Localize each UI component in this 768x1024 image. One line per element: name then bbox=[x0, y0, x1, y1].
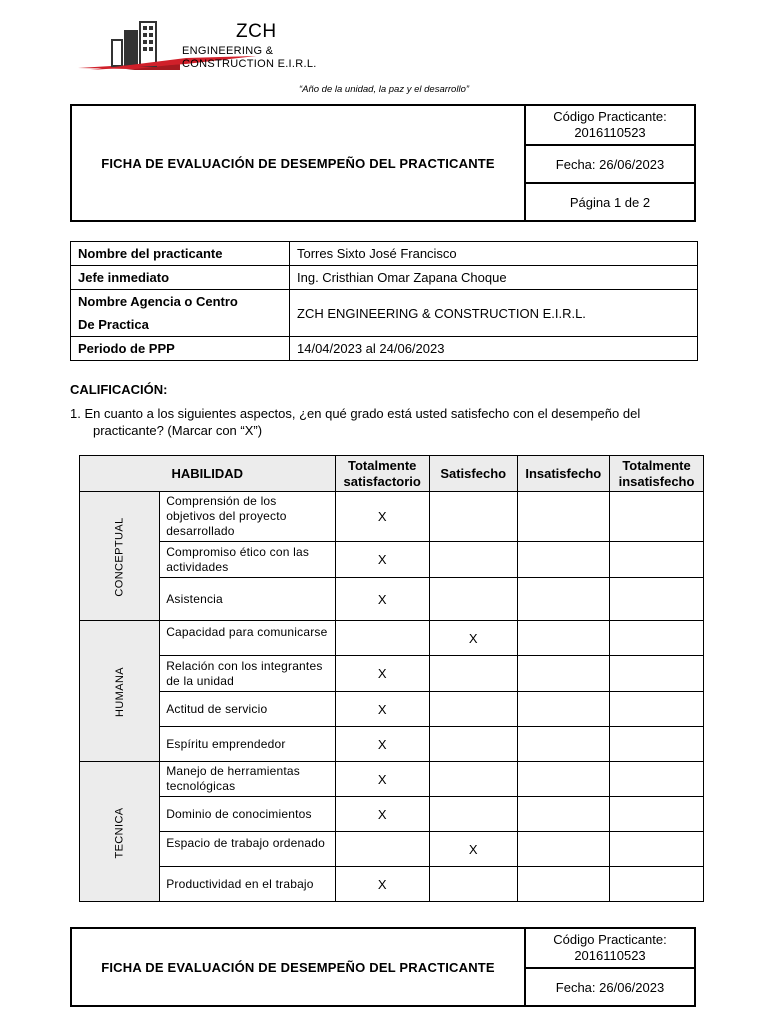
mark-cell-totalmente-insatisfecho[interactable] bbox=[610, 867, 704, 902]
eval-row bbox=[80, 578, 704, 621]
x-mark: X bbox=[377, 509, 387, 524]
eval-row bbox=[80, 832, 704, 867]
mark-cell-insatisfecho[interactable] bbox=[517, 727, 609, 762]
header-box-page-2 bbox=[70, 927, 696, 1007]
eval-row bbox=[80, 867, 704, 902]
mark-cell-totalmente-insatisfecho[interactable] bbox=[610, 492, 704, 542]
skill-name: Actitud de servicio bbox=[160, 692, 335, 727]
skill-name: Relación con los integrantes de la unidad bbox=[160, 656, 335, 692]
info-value: 14/04/2023 al 24/06/2023 bbox=[290, 337, 698, 361]
mark-cell-satisfecho[interactable] bbox=[429, 542, 517, 578]
mark-cell-totalmente-insatisfecho[interactable] bbox=[610, 727, 704, 762]
mark-cell-totalmente-insatisfecho[interactable] bbox=[610, 762, 704, 797]
mark-cell-totalmente-satisfactorio[interactable] bbox=[335, 797, 429, 832]
category-label: TECNICA bbox=[113, 806, 126, 859]
mark-cell-totalmente-insatisfecho[interactable] bbox=[610, 692, 704, 727]
skill-name: Capacidad para comunicarse bbox=[160, 621, 335, 656]
category-label: CONCEPTUAL bbox=[113, 517, 126, 597]
col-habilidad: HABILIDAD bbox=[80, 456, 336, 492]
mark-cell-totalmente-insatisfecho[interactable] bbox=[610, 797, 704, 832]
mark-cell-insatisfecho[interactable] bbox=[517, 656, 609, 692]
question-line-2: practicante? (Marcar con “X”) bbox=[93, 423, 263, 438]
category-label: HUMANA bbox=[113, 666, 126, 718]
info-row bbox=[71, 337, 698, 361]
info-row bbox=[71, 242, 698, 266]
mark-cell-satisfecho[interactable] bbox=[429, 762, 517, 797]
eval-row bbox=[80, 492, 704, 542]
x-mark: X bbox=[377, 736, 387, 752]
motto: “Año de la unidad, la paz y el desarrollo” bbox=[298, 84, 470, 95]
skill-name: Espíritu emprendedor bbox=[160, 727, 335, 762]
skill-name: Asistencia bbox=[160, 578, 335, 621]
skill-name: Compromiso ético con las actividades bbox=[160, 542, 335, 578]
form-title: FICHA DE EVALUACIÓN DE DESEMPEÑO DEL PRACTICANTE bbox=[101, 155, 495, 171]
mark-cell-totalmente-insatisfecho[interactable] bbox=[610, 542, 704, 578]
mark-cell-satisfecho[interactable] bbox=[429, 797, 517, 832]
mark-cell-totalmente-insatisfecho[interactable] bbox=[610, 656, 704, 692]
mark-cell-insatisfecho[interactable] bbox=[517, 832, 609, 867]
mark-cell-satisfecho[interactable] bbox=[429, 621, 517, 656]
mark-cell-totalmente-satisfactorio[interactable] bbox=[335, 492, 429, 542]
mark-cell-insatisfecho[interactable] bbox=[517, 621, 609, 656]
info-value: ZCH ENGINEERING & CONSTRUCTION E.I.R.L. bbox=[290, 290, 698, 337]
header-meta bbox=[524, 106, 694, 220]
mark-cell-satisfecho[interactable] bbox=[429, 492, 517, 542]
pagina-cell: Página 1 de 2 bbox=[526, 182, 694, 222]
mark-cell-totalmente-insatisfecho[interactable] bbox=[610, 578, 704, 621]
codigo-cell-page-2 bbox=[526, 929, 694, 967]
eval-row bbox=[80, 656, 704, 692]
x-mark: X bbox=[377, 591, 387, 607]
info-label: Periodo de PPP bbox=[71, 337, 290, 361]
mark-cell-totalmente-insatisfecho[interactable] bbox=[610, 621, 704, 656]
codigo-cell bbox=[526, 106, 694, 144]
col-insatisfecho: Insatisfecho bbox=[517, 456, 609, 492]
col-satisfecho: Satisfecho bbox=[429, 456, 517, 492]
skill-name: Manejo de herramientas tecnológicas bbox=[160, 762, 335, 797]
mark-cell-satisfecho[interactable] bbox=[429, 578, 517, 621]
mark-cell-totalmente-satisfactorio[interactable] bbox=[335, 578, 429, 621]
mark-cell-totalmente-satisfactorio[interactable] bbox=[335, 867, 429, 902]
info-table bbox=[70, 241, 698, 361]
codigo-label: Código Practicante: bbox=[553, 932, 667, 947]
mark-cell-totalmente-satisfactorio[interactable] bbox=[335, 832, 429, 867]
mark-cell-totalmente-satisfactorio[interactable] bbox=[335, 621, 429, 656]
eval-row bbox=[80, 797, 704, 832]
mark-cell-satisfecho[interactable] bbox=[429, 832, 517, 867]
codigo-value: 2016110523 bbox=[574, 125, 646, 140]
mark-cell-insatisfecho[interactable] bbox=[517, 492, 609, 542]
info-value: Torres Sixto José Francisco bbox=[290, 242, 698, 266]
info-label bbox=[71, 290, 290, 337]
logo-line-3: CONSTRUCTION E.I.R.L. bbox=[182, 58, 317, 70]
info-value: Ing. Cristhian Omar Zapana Choque bbox=[290, 266, 698, 290]
calificacion-heading: CALIFICACIÓN: bbox=[70, 382, 168, 397]
mark-cell-totalmente-satisfactorio[interactable] bbox=[335, 656, 429, 692]
mark-cell-totalmente-satisfactorio[interactable] bbox=[335, 727, 429, 762]
mark-cell-insatisfecho[interactable] bbox=[517, 692, 609, 727]
mark-cell-satisfecho[interactable] bbox=[429, 656, 517, 692]
mark-cell-insatisfecho[interactable] bbox=[517, 578, 609, 621]
eval-header-row bbox=[80, 456, 704, 492]
x-mark: X bbox=[468, 841, 478, 857]
eval-row bbox=[80, 692, 704, 727]
category-cell bbox=[80, 492, 160, 621]
x-mark: X bbox=[377, 806, 387, 822]
mark-cell-satisfecho[interactable] bbox=[429, 692, 517, 727]
info-label-line-1: Nombre Agencia o Centro bbox=[78, 294, 238, 309]
question-line-1: 1. En cuanto a los siguientes aspectos, ¿en qué grado está usted satisfecho con el desempeño del bbox=[70, 406, 641, 421]
fecha-cell-page-2: Fecha: 26/06/2023 bbox=[526, 967, 694, 1007]
info-label-line-2: De Practica bbox=[78, 317, 149, 332]
eval-body bbox=[80, 492, 704, 902]
logo-name: ZCH bbox=[236, 21, 277, 42]
info-label: Nombre del practicante bbox=[71, 242, 290, 266]
skill-name: Productividad en el trabajo bbox=[160, 867, 335, 902]
eval-row bbox=[80, 727, 704, 762]
fecha-cell: Fecha: 26/06/2023 bbox=[526, 144, 694, 184]
x-mark: X bbox=[377, 771, 387, 787]
eval-row bbox=[80, 762, 704, 797]
mark-cell-totalmente-insatisfecho[interactable] bbox=[610, 832, 704, 867]
mark-cell-totalmente-satisfactorio[interactable] bbox=[335, 692, 429, 727]
mark-cell-insatisfecho[interactable] bbox=[517, 797, 609, 832]
info-label: Jefe inmediato bbox=[71, 266, 290, 290]
x-mark: X bbox=[377, 552, 387, 567]
skill-name: Dominio de conocimientos bbox=[160, 797, 335, 832]
col-totalmente-satisfactorio: Totalmente satisfactorio bbox=[335, 456, 429, 492]
info-row bbox=[71, 266, 698, 290]
codigo-label: Código Practicante: bbox=[553, 109, 667, 124]
mark-cell-totalmente-satisfactorio[interactable] bbox=[335, 542, 429, 578]
eval-row bbox=[80, 542, 704, 578]
col-totalmente-insatisfecho: Totalmente insatisfecho bbox=[610, 456, 704, 492]
skill-name: Espacio de trabajo ordenado bbox=[160, 832, 335, 867]
x-mark: X bbox=[377, 876, 387, 892]
category-cell bbox=[80, 621, 160, 762]
question-1 bbox=[70, 405, 710, 439]
codigo-value: 2016110523 bbox=[574, 948, 646, 963]
skill-name: Comprensión de los objetivos del proyecto desarrollado bbox=[160, 492, 335, 542]
mark-cell-satisfecho[interactable] bbox=[429, 867, 517, 902]
header-meta-page-2 bbox=[524, 929, 694, 1005]
form-title-page-2: FICHA DE EVALUACIÓN DE DESEMPEÑO DEL PRACTICANTE bbox=[101, 959, 495, 975]
evaluation-table bbox=[79, 455, 704, 902]
x-mark: X bbox=[468, 630, 478, 646]
mark-cell-insatisfecho[interactable] bbox=[517, 867, 609, 902]
info-row bbox=[71, 290, 698, 337]
mark-cell-insatisfecho[interactable] bbox=[517, 542, 609, 578]
mark-cell-satisfecho[interactable] bbox=[429, 727, 517, 762]
logo-line-2: ENGINEERING & bbox=[182, 45, 274, 57]
mark-cell-totalmente-satisfactorio[interactable] bbox=[335, 762, 429, 797]
x-mark: X bbox=[377, 701, 387, 717]
eval-row bbox=[80, 621, 704, 656]
header-box bbox=[70, 104, 696, 222]
mark-cell-insatisfecho[interactable] bbox=[517, 762, 609, 797]
x-mark: X bbox=[377, 666, 387, 681]
category-cell bbox=[80, 762, 160, 902]
